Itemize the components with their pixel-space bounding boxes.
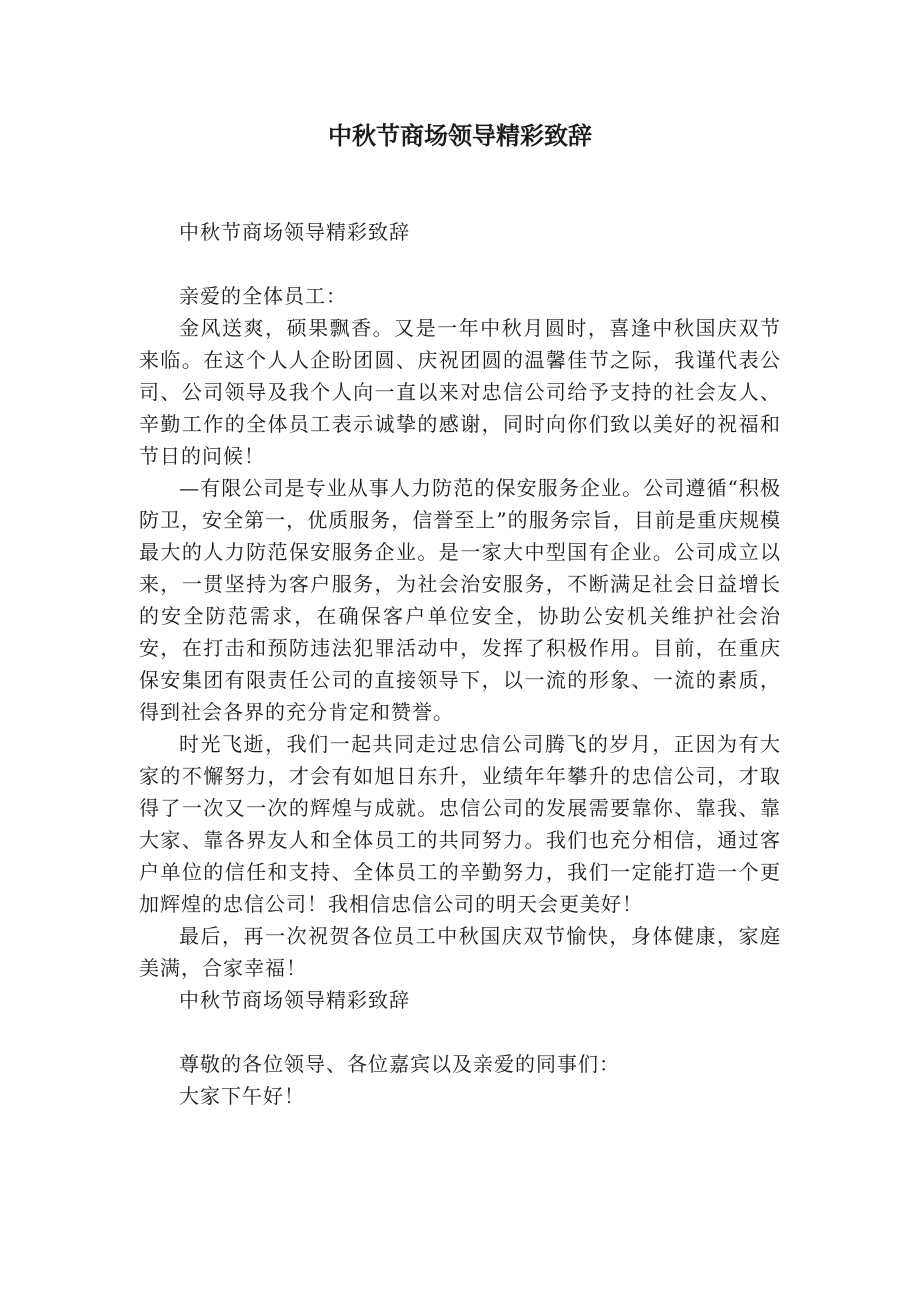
section2-heading: 中秋节商场领导精彩致辞	[179, 988, 410, 1012]
section1-salutation: 亲爱的全体员工：	[179, 284, 347, 308]
section1-heading: 中秋节商场领导精彩致辞	[179, 220, 410, 244]
document-title: 中秋节商场领导精彩致辞	[328, 122, 592, 150]
paragraph-company-intro: —有限公司是专业从事人力防范的保安服务企业。公司遵循“积极防卫，安全第一，优质服务，信誉至上”的服务宗旨，目前是重庆规模最大的人力防范保安服务企业。是一家大中型国有企业。公司成立以来，一贯坚持为客户服务，为社会治安服务，不断满足社会日益增长的安全防范需求，在确保客户单位安全，协助公安机关维护社会治安，在打击和预防违法犯罪活动中，发挥了积极作用。目前，在重庆保安集团有限责任公司的直接领导下，以一流的形象、一流的素质，得到社会各界的充分肯定和赞誉。	[139, 476, 781, 724]
paragraph-festival-greeting: 金风送爽，硕果飘香。又是一年中秋月圆时，喜逢中秋国庆双节来临。在这个人人企盼团圆、庆祝团圆的温馨佳节之际，我谨代表公司、公司领导及我个人向一直以来对忠信公司给予支持的社会友人、辛勤工作的全体员工表示诚挚的感谢，同时向你们致以美好的祝福和节日的问候！	[139, 316, 781, 468]
paragraph-closing-wishes: 最后，再一次祝贺各位员工中秋国庆双节愉快，身体健康，家庭美满，合家幸福！	[139, 924, 781, 980]
section2-greeting: 大家下午好！	[179, 1084, 305, 1108]
paragraph-company-progress: 时光飞逝，我们一起共同走过忠信公司腾飞的岁月，正因为有大家的不懈努力，才会有如旭日东升，业绩年年攀升的忠信公司，才取得了一次又一次的辉煌与成就。忠信公司的发展需要靠你、靠我、靠大家、靠各界友人和全体员工的共同努力。我们也充分相信，通过客户单位的信任和支持、全体员工的辛勤努力，我们一定能打造一个更加辉煌的忠信公司！我相信忠信公司的明天会更美好！	[139, 732, 781, 916]
section2-salutation: 尊敬的各位领导、各位嘉宾以及亲爱的同事们：	[179, 1052, 620, 1076]
spacer	[139, 1016, 781, 1048]
document-body	[139, 216, 781, 1112]
spacer	[139, 248, 781, 280]
